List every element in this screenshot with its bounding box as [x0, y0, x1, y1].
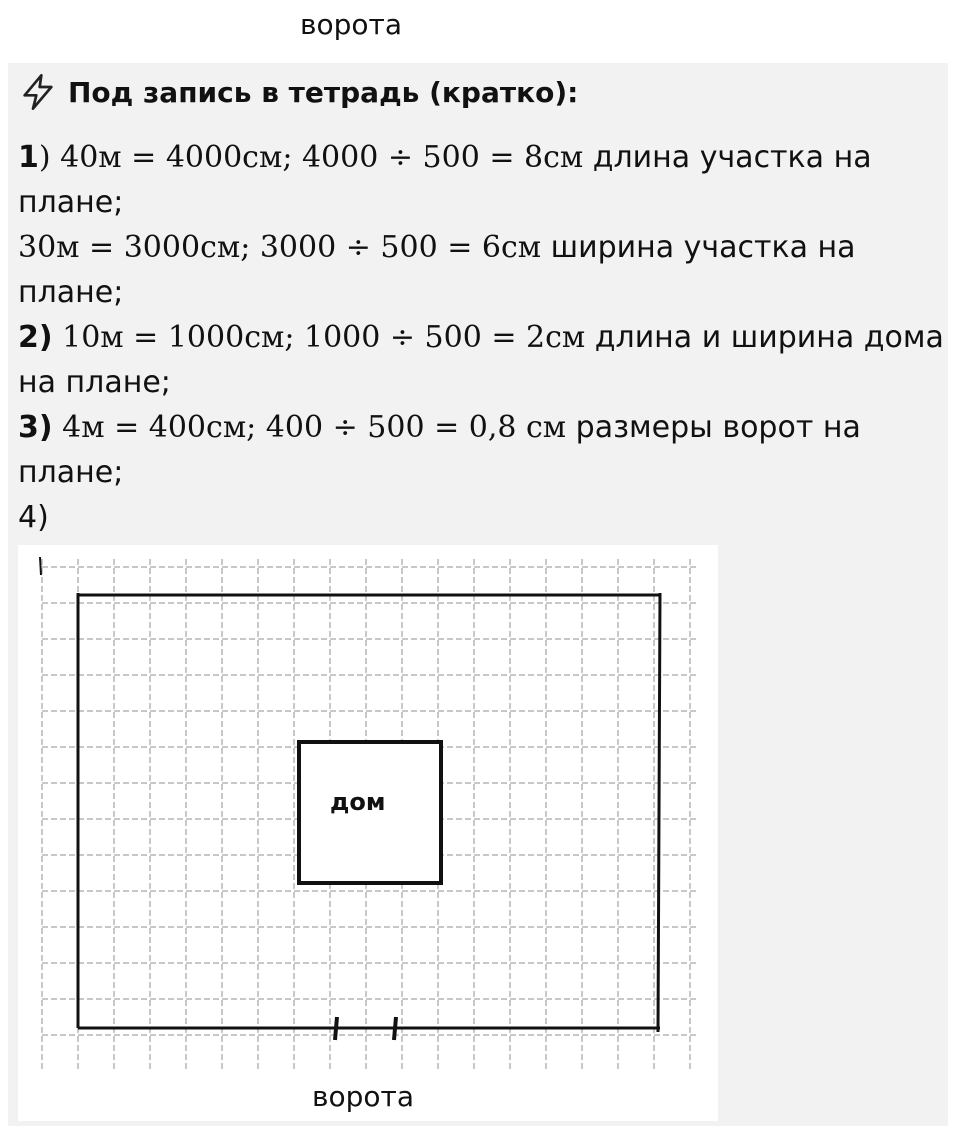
gate-tick-left [335, 1017, 337, 1040]
line-4: плане; [18, 275, 124, 310]
line-3: 30м = 3000см; 3000 ÷ 500 = 6см ширина участка на [18, 230, 856, 265]
top-caption: ворота [300, 8, 403, 41]
plot-plan [18, 545, 718, 1121]
line-2: плане; [18, 185, 124, 220]
line-1: 1) 40м = 4000см; 4000 ÷ 500 = 8см длина участка на [18, 140, 872, 175]
house-label: дом [330, 788, 386, 816]
heading-text: Под запись в тетрадь (кратко): [68, 75, 579, 109]
lightning-icon [18, 72, 58, 112]
line-7: 3) 4м = 400см; 400 ÷ 500 = 0,8 см размеры ворот на [18, 410, 861, 445]
line-5: 2) 10м = 1000см; 1000 ÷ 500 = 2см длина и ширина дома [18, 320, 944, 355]
corner-mark [40, 557, 41, 575]
grid-drawing [18, 545, 718, 1121]
line-8: плане; [18, 455, 124, 490]
gate-label: ворота [312, 1080, 415, 1113]
plot-right-edge [658, 593, 660, 1032]
line-6: на плане; [18, 365, 171, 400]
line-9: 4) [18, 500, 49, 535]
gate-tick-right [394, 1017, 396, 1040]
note-heading [18, 72, 578, 112]
